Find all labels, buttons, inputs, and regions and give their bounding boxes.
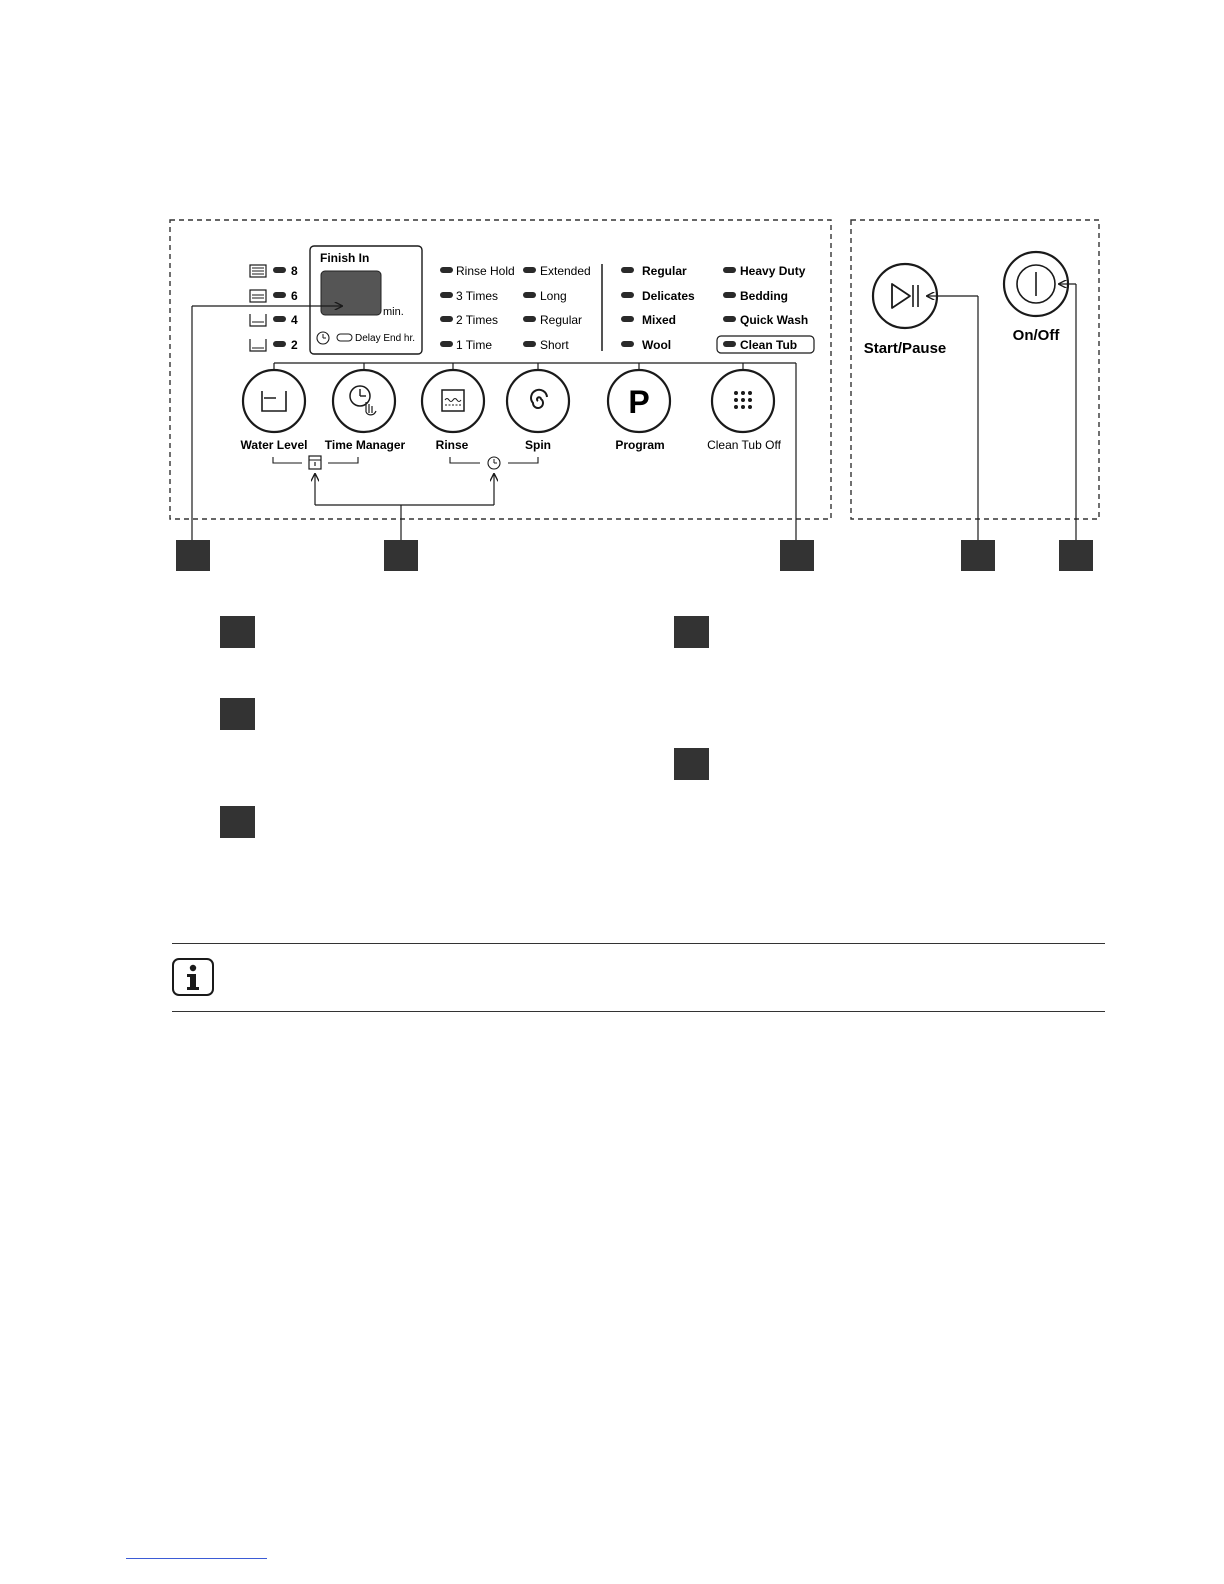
led [723,267,736,273]
on-off-button[interactable] [1004,252,1068,316]
info-icon [172,958,214,996]
tub-icon [250,339,266,351]
led [523,341,536,347]
clean-tub-off-button[interactable] [712,370,774,432]
led [621,267,634,273]
program-label: Delicates [642,289,695,303]
finish-in-display [310,246,422,354]
spin-option-label: Long [540,289,567,303]
led [723,316,736,322]
time-manager-label: Time Manager [324,438,406,452]
rinse-option-label: 3 Times [456,289,499,303]
tub-icon [250,290,266,302]
led [273,341,286,347]
water-level-value: 8 [291,264,298,278]
legend-marker [220,698,255,730]
child-lock-icon [309,456,321,469]
spin-option-label: Extended [540,264,591,278]
legend-marker [674,616,709,648]
water-level-label: Water Level [240,438,308,452]
on-off-label: On/Off [1012,327,1060,344]
display-title: Finish In [320,251,370,265]
info-bottom-rule [172,1011,1105,1012]
water-level-8 [250,264,298,278]
led [621,341,634,347]
clean-tub-icon [734,391,752,409]
clean-tub-off-label: Clean Tub Off [707,438,781,452]
spin-option-label: Short [540,338,569,352]
program-label: Regular [642,264,687,278]
led [440,292,453,298]
rinse-options [440,264,515,352]
led [273,267,286,273]
led [273,292,286,298]
callout-marker [384,540,418,571]
led [723,292,736,298]
program-button[interactable] [608,370,670,432]
water-level-indicators [250,264,298,352]
led [273,316,286,322]
led [440,316,453,322]
program-label: Wool [642,338,672,352]
program-label-text: Program [615,438,665,452]
program-icon: P [628,384,650,420]
display-unit: min. [383,306,404,318]
delay-led [337,334,352,341]
program-options-left [621,264,695,352]
water-level-2 [250,338,298,352]
digit-screen [321,271,381,315]
program-label: Clean Tub [740,338,798,352]
water-level-value: 2 [291,338,298,352]
led [621,292,634,298]
legend-marker [674,748,709,780]
led [523,267,536,273]
rinse-option-label: 2 Times [456,313,499,327]
spin-label: Spin [525,438,551,452]
program-options-right [717,264,814,353]
info-top-rule [172,943,1105,944]
callout-marker [780,540,814,571]
delay-clock-icon [317,332,329,344]
tub-icon [250,314,266,326]
led [440,267,453,273]
rinse-option-label: 1 Time [456,338,493,352]
water-level-6 [250,289,298,303]
delay-label: Delay End hr. [355,333,416,344]
rinse-button[interactable] [422,370,484,432]
water-level-4 [250,313,298,327]
legend-marker [220,806,255,838]
program-label: Heavy Duty [740,264,806,278]
rinse-label: Rinse [435,438,469,452]
time-manager-button[interactable] [333,370,395,432]
led [723,341,736,347]
start-pause-label: Start/Pause [863,340,947,357]
led [621,316,634,322]
callout-marker [176,540,210,571]
program-label: Quick Wash [740,313,809,327]
callout-marker [1059,540,1093,571]
water-level-button[interactable] [243,370,305,432]
led [523,316,536,322]
rinse-option-label: Rinse Hold [456,264,515,278]
spin-option-label: Regular [540,313,583,327]
spin-button[interactable] [507,370,569,432]
delay-timer-icon [488,457,500,469]
footer-link-underline [126,1558,267,1559]
legend-marker [220,616,255,648]
water-level-value: 4 [291,313,298,327]
led [523,292,536,298]
spin-options [523,264,591,352]
led [440,341,453,347]
water-level-value: 6 [291,289,298,303]
program-label: Bedding [740,289,788,303]
callout-marker [961,540,995,571]
program-label: Mixed [642,313,677,327]
